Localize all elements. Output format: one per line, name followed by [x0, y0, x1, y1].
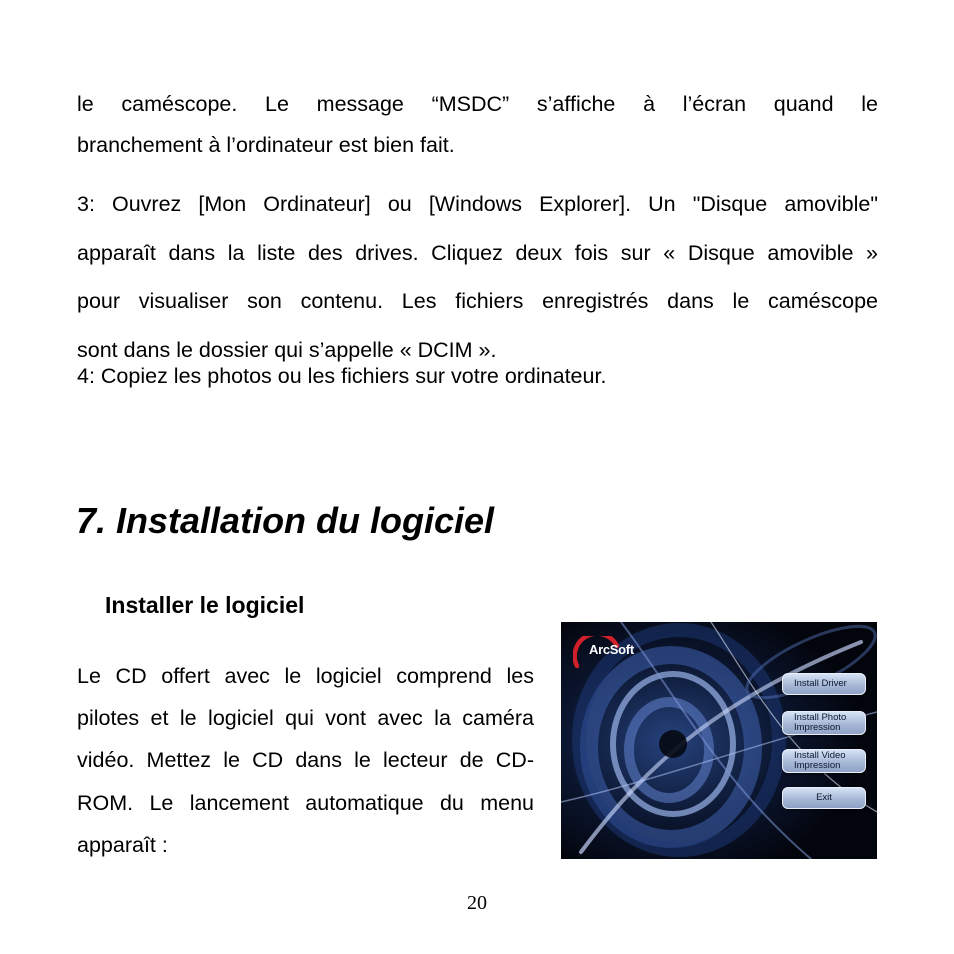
install-photo-impression-label: Install Photo Impression: [794, 712, 847, 733]
text-line: 3: Ouvrez [Mon Ordinateur] ou [Windows Explorer]. Un "Disque amovible": [77, 192, 878, 216]
paragraph-copy-files: [77, 363, 878, 390]
install-driver-label: Install Driver: [794, 678, 847, 689]
section-title: 7. Installation du logiciel: [76, 500, 495, 541]
install-video-impression-button[interactable]: [782, 749, 866, 773]
subsection-title: Installer le logiciel: [105, 592, 305, 618]
page-number: 20: [467, 892, 487, 914]
text-line: sont dans le dossier qui s’appelle « DCIM ».: [77, 337, 497, 362]
paragraph-open-explorer: [77, 180, 878, 374]
autorun-menu-screenshot: [561, 622, 877, 859]
paragraph-msdc: [77, 84, 878, 166]
text-line: pour visualiser son contenu. Les fichiers enregistrés dans le caméscope: [77, 289, 878, 313]
install-video-impression-label: Install Video Impression: [794, 750, 846, 771]
text-line: apparaît dans la liste des drives. Cliquez deux fois sur « Disque amovible »: [77, 240, 878, 265]
text-line: 4: Copiez les photos ou les fichiers sur votre ordinateur.: [77, 364, 607, 388]
arcsoft-logo-text: ArcSoft: [589, 642, 634, 657]
exit-label: Exit: [816, 792, 832, 803]
paragraph-install-cd: Le CD offert avec le logiciel comprend les pilotes et le logiciel qui vont avec la caméra vidéo. Mettez le CD dans le lecteur de CD-ROM. Le lancement automatique du menu apparaît :: [77, 664, 534, 857]
text-line: branchement à l’ordinateur est bien fait.: [77, 133, 455, 157]
install-photo-impression-button[interactable]: [782, 711, 866, 735]
install-driver-button[interactable]: [782, 673, 866, 695]
exit-button[interactable]: [782, 787, 866, 809]
text-line: le caméscope. Le message “MSDC” s’affiche à l’écran quand le: [77, 92, 878, 116]
